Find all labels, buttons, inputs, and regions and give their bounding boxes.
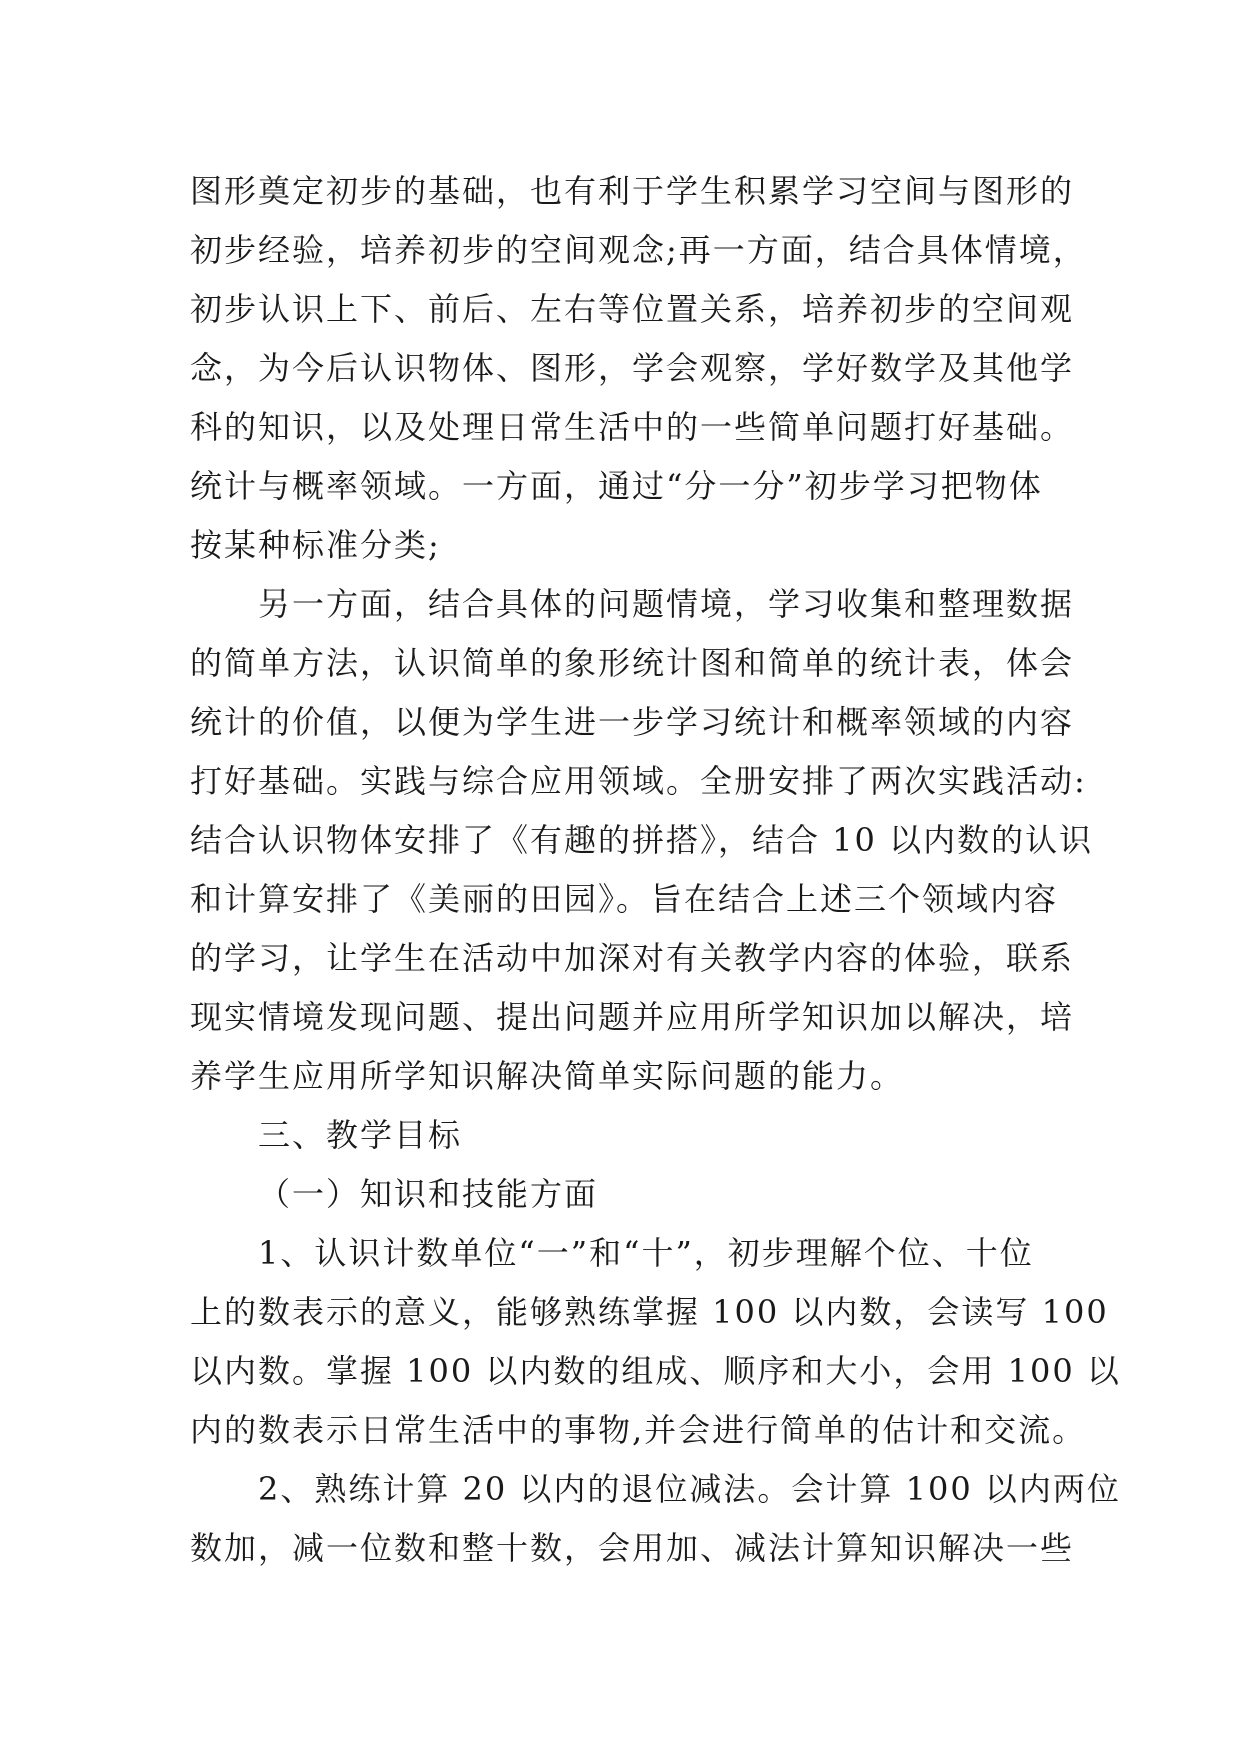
text-line: 念，为今后认识物体、图形，学会观察，学好数学及其他学 xyxy=(190,349,1075,387)
text-line: 初步经验，培养初步的空间观念;再一方面，结合具体情境， xyxy=(190,231,1087,269)
text-line: 统计与概率领域。一方面，通过“分一分”初步学习把物体 xyxy=(190,467,1043,505)
text-line: 现实情境发现问题、提出问题并应用所学知识加以解决，培 xyxy=(190,998,1075,1036)
paragraph-first-line: 1、认识计数单位“一”和“十”，初步理解个位、十位 xyxy=(258,1234,1034,1272)
text-line: 上的数表示的意义，能够熟练掌握 100 以内数，会读写 100 xyxy=(190,1293,1109,1331)
subsection-heading: （一）知识和技能方面 xyxy=(258,1175,599,1213)
text-line: 科的知识，以及处理日常生活中的一些简单问题打好基础。 xyxy=(190,408,1075,446)
text-line: 和计算安排了《美丽的田园》。旨在结合上述三个领域内容 xyxy=(190,880,1059,918)
document-body xyxy=(190,162,1121,1578)
text-line: 数加，减一位数和整十数，会用加、减法计算知识解决一些 xyxy=(190,1529,1075,1567)
text-line: 的简单方法，认识简单的象形统计图和简单的统计表，体会 xyxy=(190,644,1075,682)
text-line: 初步认识上下、前后、左右等位置关系，培养初步的空间观 xyxy=(190,290,1075,328)
paragraph-first-line: 2、熟练计算 20 以内的退位减法。会计算 100 以内两位 xyxy=(258,1470,1121,1508)
text-line: 以内数。掌握 100 以内数的组成、顺序和大小，会用 100 以 xyxy=(190,1352,1121,1390)
text-line: 养学生应用所学知识解决简单实际问题的能力。 xyxy=(190,1057,905,1095)
text-line: 结合认识物体安排了《有趣的拼搭》，结合 10 以内数的认识 xyxy=(190,821,1094,859)
text-line: 的学习，让学生在活动中加深对有关教学内容的体验，联系 xyxy=(190,939,1075,977)
text-line: 统计的价值，以便为学生进一步学习统计和概率领域的内容 xyxy=(190,703,1075,741)
text-line: 图形奠定初步的基础，也有利于学生积累学习空间与图形的 xyxy=(190,172,1075,210)
text-line: 打好基础。实践与综合应用领域。全册安排了两次实践活动: xyxy=(190,762,1087,800)
text-line: 内的数表示日常生活中的事物,并会进行简单的估计和交流。 xyxy=(190,1411,1087,1449)
text-line: 按某种标准分类; xyxy=(190,526,441,564)
section-heading: 三、教学目标 xyxy=(258,1116,463,1154)
paragraph-first-line: 另一方面，结合具体的问题情境，学习收集和整理数据 xyxy=(258,585,1075,623)
